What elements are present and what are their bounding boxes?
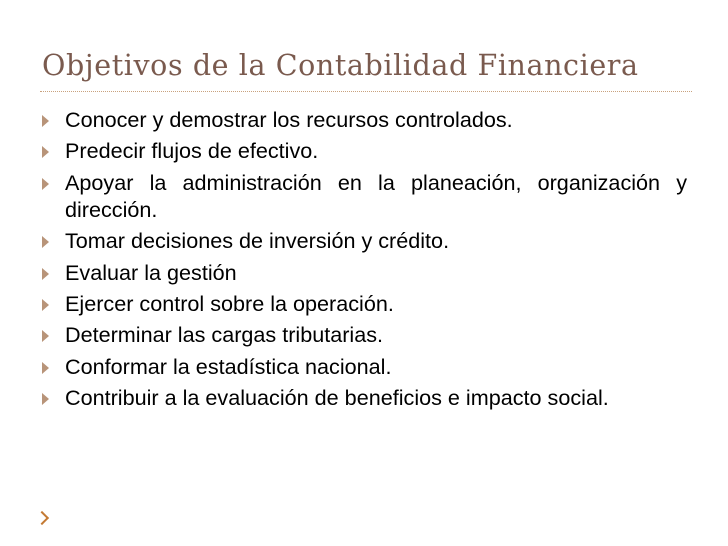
bullet-text: Apoyar la administración en la planeación, organización y dirección.: [65, 169, 687, 223]
bullet-text: Evaluar la gestión: [65, 259, 237, 285]
bullet-item: [42, 169, 687, 224]
triangle-right-icon: [42, 362, 49, 374]
triangle-right-icon: [42, 115, 49, 127]
bullet-item: [42, 321, 687, 349]
bullet-item: [42, 227, 687, 255]
chevron-right-icon: [35, 511, 49, 525]
title-divider: [40, 91, 692, 92]
bullet-text: Ejercer control sobre la operación.: [65, 290, 394, 316]
triangle-right-icon: [42, 146, 49, 158]
bullet-text: Tomar decisiones de inversión y crédito.: [65, 228, 450, 254]
slide-title: Objetivos de la Contabilidad Financiera: [42, 49, 639, 82]
bullet-text: Conocer y demostrar los recursos controlados.: [65, 107, 513, 132]
bullet-text: Determinar las cargas tributarias.: [65, 322, 384, 348]
triangle-right-icon: [42, 268, 49, 280]
triangle-right-icon: [42, 299, 49, 311]
triangle-right-icon: [42, 393, 49, 405]
triangle-right-icon: [42, 178, 49, 190]
bullet-list: [42, 106, 687, 415]
triangle-right-icon: [42, 236, 49, 248]
bullet-item: [42, 137, 687, 165]
bullet-item: [42, 106, 687, 134]
bullet-item: [42, 290, 687, 318]
bullet-item: [42, 353, 687, 381]
bullet-item: [42, 384, 687, 412]
triangle-right-icon: [42, 330, 49, 342]
bullet-item: [42, 259, 687, 287]
bullet-text: Predecir flujos de efectivo.: [65, 138, 319, 164]
bullet-text: Conformar la estadística nacional.: [65, 353, 392, 379]
bullet-text: Contribuir a la evaluación de beneficios e impacto social.: [65, 384, 609, 410]
